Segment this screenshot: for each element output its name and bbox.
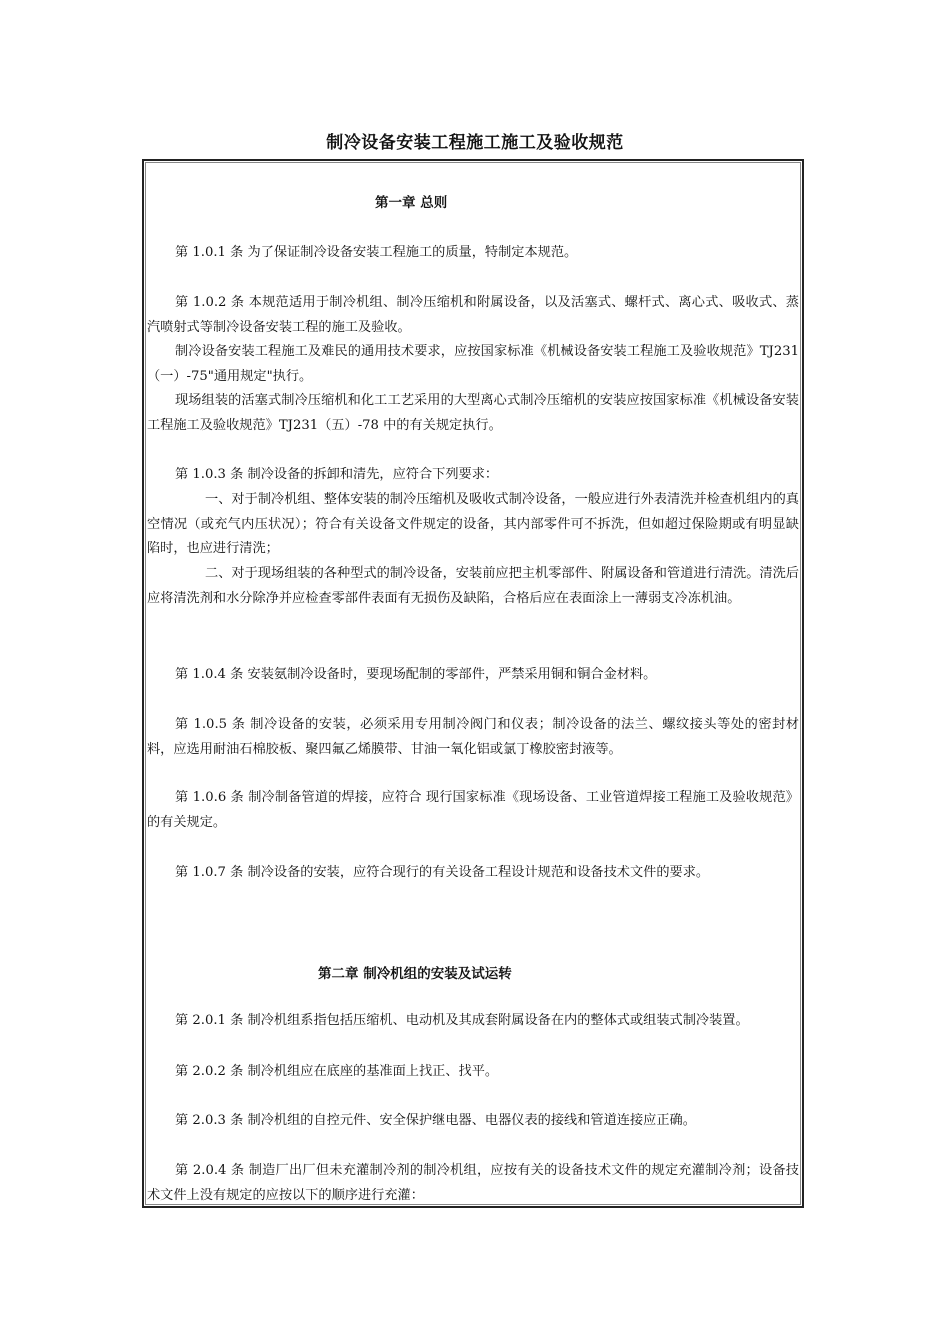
document-title: 制冷设备安装工程施工施工及验收规范 (326, 133, 624, 153)
clause-1-0-2: 第 1.0.2 条 本规范适用于制冷机组、制冷压缩机和附属设备，以及活塞式、螺杆式、离心式、吸收式、蒸汽喷射式等制冷设备安装工程的施工及验收。 (147, 295, 799, 335)
chapter-1-heading: 第一章 总则 (375, 195, 448, 211)
clause-1-0-4: 第 1.0.4 条 安装氨制冷设备时，要现场配制的零部件，严禁采用铜和铜合金材料。 (175, 667, 657, 682)
clause-1-0-2-general-requirements: 制冷设备安装工程施工及难民的通用技术要求，应按国家标准《机械设备安装工程施工及验收规范》TJ231（一）-75"通用规定"执行。 (147, 344, 799, 384)
clause-1-0-3-item-2: 二、对于现场组装的各种型式的制冷设备，安装前应把主机零部件、附属设备和管道进行清洗。清洗后应将清洗剂和水分除净并应检查零部件表面有无损伤及缺陷，合格后应在表面涂上一薄弱支冷冻机油。 (147, 566, 799, 606)
content-frame (142, 159, 804, 1208)
clause-1-0-3-item-1: 一、对于制冷机组、整体安装的制冷压缩机及吸收式制冷设备，一般应进行外表清洗并检查机组内的真空情况（或充气内压状况）；符合有关设备文件规定的设备，其内部零件可不拆洗，但如超过保险期或有明显缺陷时，也应进行清洗； (147, 492, 799, 556)
clause-2-0-4: 第 2.0.4 条 制造厂出厂但未充灌制冷剂的制冷机组，应按有关的设备技术文件的规定充灌制冷剂；设备技术文件上没有规定的应按以下的顺序进行充灌： (147, 1163, 799, 1203)
clause-2-0-1: 第 2.0.1 条 制冷机组系指包括压缩机、电动机及其成套附属设备在内的整体式或组装式制冷装置。 (175, 1013, 749, 1028)
clause-1-0-5: 第 1.0.5 条 制冷设备的安装，必须采用专用制冷阀门和仪表；制冷设备的法兰、螺纹接头等处的密封材料，应选用耐油石棉胶板、聚四氟乙烯膜带、甘油一氧化铝或氯丁橡胶密封液等。 (147, 717, 799, 757)
clause-1-0-7: 第 1.0.7 条 制冷设备的安装，应符合现行的有关设备工程设计规范和设备技术文件的要求。 (175, 865, 710, 880)
clause-1-0-1: 第 1.0.1 条 为了保证制冷设备安装工程施工的质量，特制定本规范。 (175, 245, 578, 260)
clause-1-0-2-site-assembly: 现场组装的活塞式制冷压缩机和化工工艺采用的大型离心式制冷压缩机的安装应按国家标准《机械设备安装工程施工及验收规范》TJ231（五）-78 中的有关规定执行。 (147, 393, 799, 433)
clause-1-0-3: 第 1.0.3 条 制冷设备的拆卸和清先，应符合下列要求： (175, 467, 499, 482)
clause-2-0-3: 第 2.0.3 条 制冷机组的自控元件、安全保护继电器、电器仪表的接线和管道连接应正确。 (175, 1113, 696, 1128)
clause-1-0-6: 第 1.0.6 条 制冷制备管道的焊接，应符合 现行国家标准《现场设备、工业管道焊接工程施工及验收规范》的有关规定。 (147, 790, 799, 830)
chapter-2-heading: 第二章 制冷机组的安装及试运转 (318, 966, 512, 982)
clause-2-0-2: 第 2.0.2 条 制冷机组应在底座的基准面上找正、找平。 (175, 1064, 499, 1079)
